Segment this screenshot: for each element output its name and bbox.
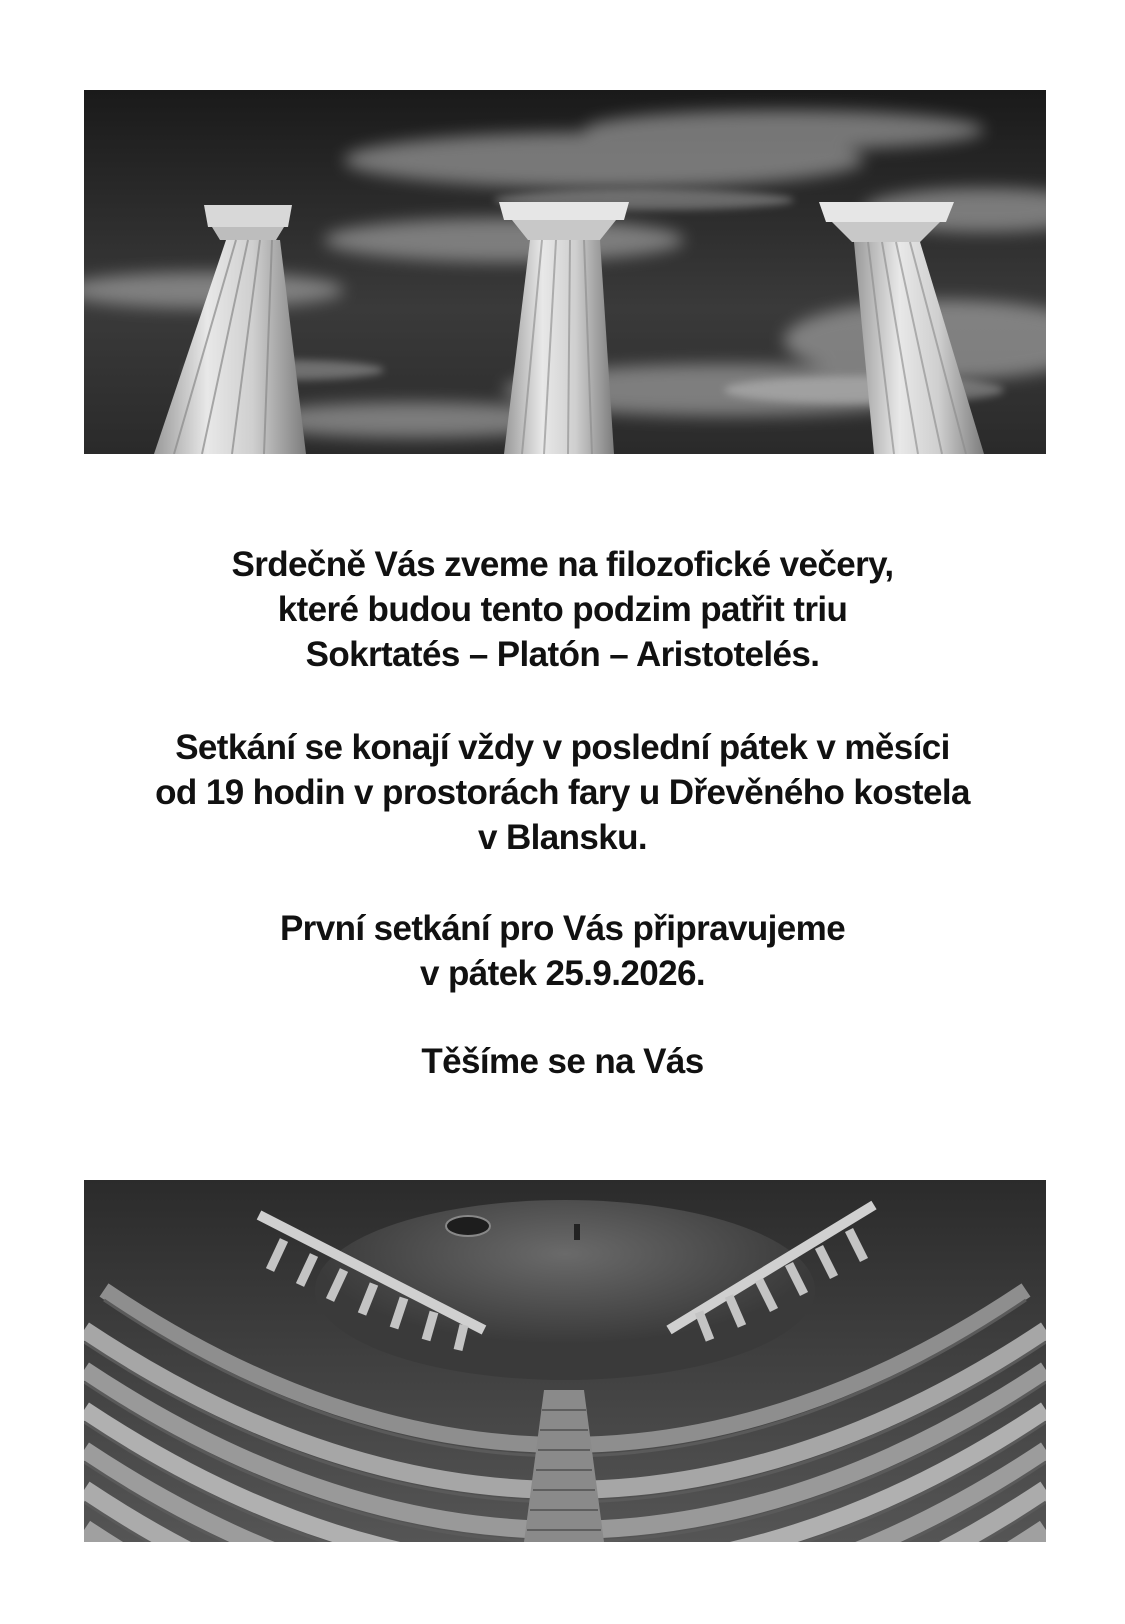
first-meeting-paragraph: [0, 906, 1125, 996]
invitation-line-1: Srdečně Vás zveme na filozofické večery,: [231, 545, 894, 584]
amphitheatre-photo: [84, 1180, 1046, 1542]
first-meeting-line-2: v pátek 25.9.2026.: [420, 954, 705, 993]
invitation-line-3: Sokrtatés – Platón – Aristotelés.: [305, 635, 820, 674]
closing-paragraph: [0, 1039, 1125, 1084]
invitation-line-2: které budou tento podzim patřit triu: [277, 590, 848, 629]
meeting-info-line-1: Setkání se konají vždy v poslední pátek v měsíci: [175, 728, 950, 767]
first-meeting-line-1: První setkání pro Vás připravujeme: [279, 909, 846, 948]
invitation-paragraph: [0, 542, 1125, 677]
meeting-info-paragraph: [0, 725, 1125, 860]
amphitheatre-icon: [84, 1180, 1046, 1542]
columns-photo: [84, 90, 1046, 454]
closing-line: Těšíme se na Vás: [421, 1042, 704, 1081]
meeting-info-line-3: v Blansku.: [477, 818, 648, 857]
meeting-info-line-2: od 19 hodin v prostorách fary u Dřevěného kostela: [155, 773, 970, 812]
columns-icon: [84, 90, 1046, 454]
